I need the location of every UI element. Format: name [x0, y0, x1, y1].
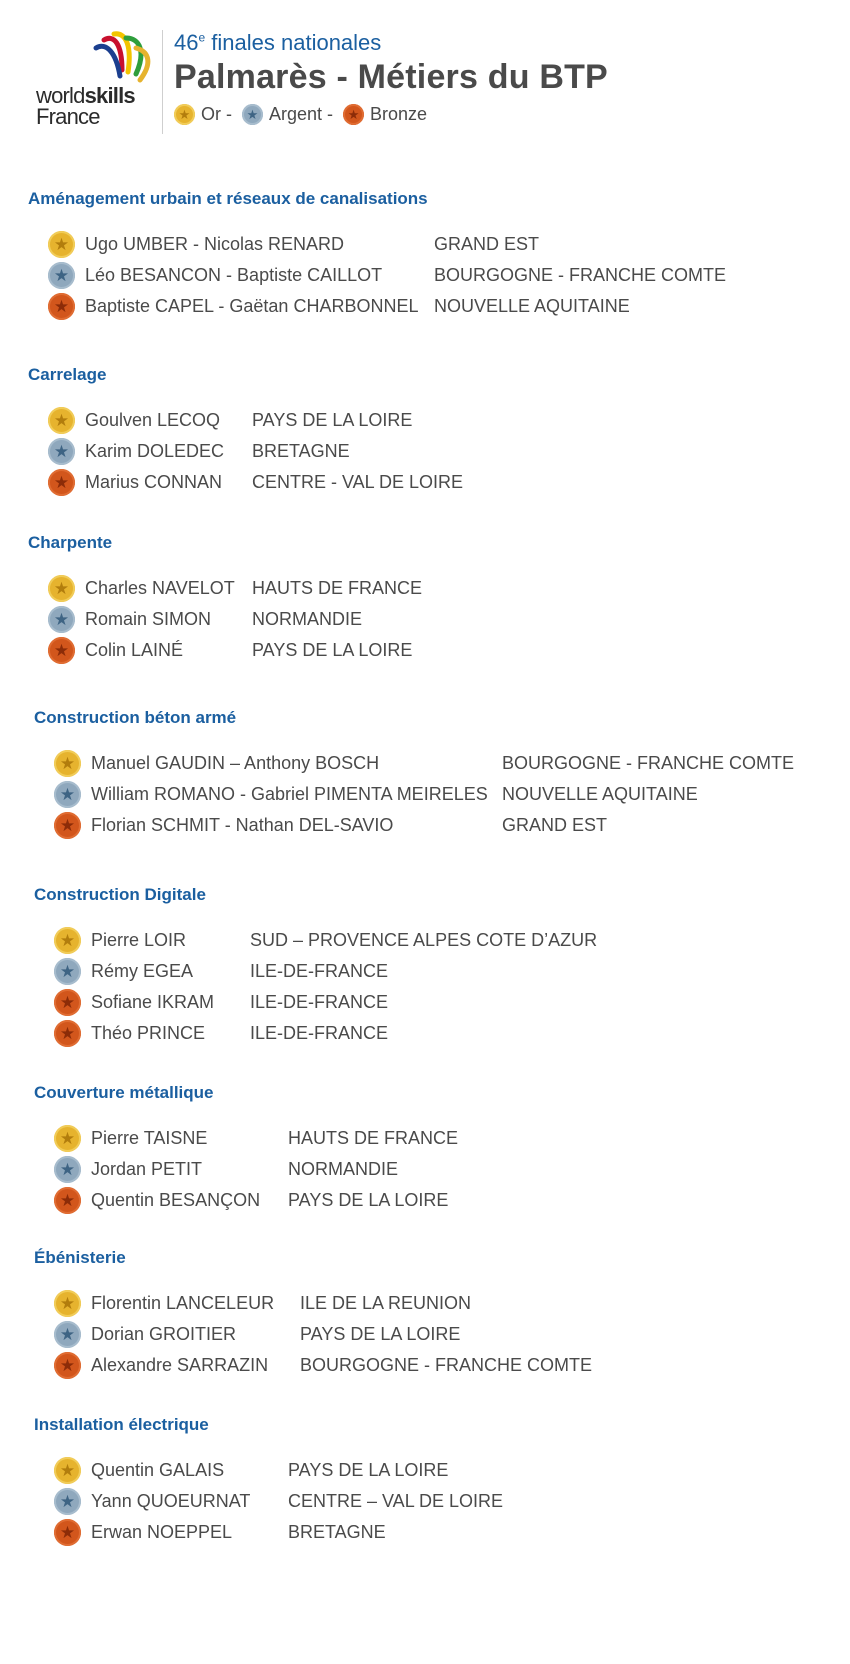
winner-region: ILE-DE-FRANCE [250, 1023, 389, 1043]
gold-medal-icon [48, 231, 75, 258]
bronze-medal-icon [54, 1519, 81, 1546]
gold-medal-icon [174, 104, 195, 125]
gold-medal-icon [54, 1457, 81, 1484]
bronze-medal-icon [343, 104, 364, 125]
winner-name: Karim DOLEDEC [85, 441, 225, 461]
winner-row [28, 228, 540, 259]
winner-region: GRAND EST [434, 234, 540, 254]
section-title: Aménagement urbain et réseaux de canalisations [28, 189, 428, 208]
winners-list [28, 572, 423, 665]
winner-row [34, 747, 795, 778]
section-title: Carrelage [28, 365, 107, 384]
star-icon: ★ [347, 107, 360, 122]
silver-medal-icon [54, 1321, 81, 1348]
winner-name: Théo PRINCE [91, 1023, 206, 1043]
star-icon: ★ [59, 1325, 76, 1344]
winner-name: Marius CONNAN [85, 472, 223, 492]
winner-row [34, 924, 598, 955]
silver-medal-icon [48, 606, 75, 633]
bronze-medal-icon [48, 293, 75, 320]
winner-row [28, 404, 413, 435]
winner-row [34, 1485, 504, 1516]
legend-label-silver: Argent - [269, 104, 334, 124]
logo-world-text: world [36, 83, 85, 108]
star-icon: ★ [53, 442, 70, 461]
gold-medal-icon [48, 575, 75, 602]
section-title: Construction béton armé [34, 708, 237, 727]
trade-section [34, 706, 795, 840]
silver-medal-icon [54, 1156, 81, 1183]
star-icon: ★ [59, 816, 76, 835]
winner-name: Pierre TAISNE [91, 1128, 208, 1148]
winner-name: Charles NAVELOT [85, 578, 235, 598]
edition-number: 46 [174, 30, 199, 55]
winner-name: Erwan NOEPPEL [91, 1522, 233, 1542]
star-icon: ★ [59, 1461, 76, 1480]
trade-section [34, 883, 598, 1048]
winners-list [34, 1454, 504, 1547]
bronze-medal-icon [54, 812, 81, 839]
star-icon: ★ [59, 1129, 76, 1148]
winner-name: Florentin LANCELEUR [91, 1293, 275, 1313]
star-icon: ★ [53, 235, 70, 254]
silver-medal-icon [48, 438, 75, 465]
winner-name: Quentin BESANÇON [91, 1190, 261, 1210]
winner-name: Manuel GAUDIN – Anthony BOSCH [91, 753, 380, 773]
winner-row [34, 1017, 389, 1048]
winner-name: Colin LAINÉ [85, 640, 184, 660]
winner-name: Léo BESANCON - Baptiste CAILLOT [85, 265, 383, 285]
winner-name: Ugo UMBER - Nicolas RENARD [85, 234, 345, 254]
winner-name: William ROMANO - Gabriel PIMENTA MEIRELES [91, 784, 488, 804]
winner-name: Jordan PETIT [91, 1159, 203, 1179]
star-icon: ★ [59, 1294, 76, 1313]
winner-name: Baptiste CAPEL - Gaëtan CHARBONNEL [85, 296, 419, 316]
winner-row [28, 603, 363, 634]
section-title: Installation électrique [34, 1415, 209, 1434]
winner-region: PAYS DE LA LOIRE [288, 1190, 449, 1210]
silver-medal-icon [48, 262, 75, 289]
star-icon: ★ [246, 107, 259, 122]
winner-row [34, 1516, 386, 1547]
winner-row [28, 290, 630, 321]
logo-country: France [36, 104, 100, 129]
winner-row [34, 809, 608, 840]
star-icon: ★ [53, 473, 70, 492]
bronze-medal-icon [48, 469, 75, 496]
gold-medal-icon [54, 927, 81, 954]
star-icon: ★ [59, 993, 76, 1012]
logo-skills-text: skills [84, 83, 135, 108]
winner-row [34, 778, 698, 809]
bronze-medal-icon [54, 989, 81, 1016]
star-icon: ★ [59, 754, 76, 773]
winner-region: HAUTS DE FRANCE [288, 1128, 459, 1148]
header-divider [162, 30, 163, 134]
winner-row [34, 986, 389, 1017]
winner-region: NOUVELLE AQUITAINE [434, 296, 630, 316]
winner-row [34, 1153, 399, 1184]
winner-row [28, 435, 350, 466]
section-title: Construction Digitale [34, 885, 206, 904]
trade-section [28, 363, 464, 497]
trade-section [28, 531, 423, 665]
gold-medal-icon [54, 1290, 81, 1317]
winners-list [28, 228, 727, 321]
winner-name: Florian SCHMIT - Nathan DEL-SAVIO [91, 815, 394, 835]
winner-region: BOURGOGNE - FRANCHE COMTE [300, 1355, 593, 1375]
star-icon: ★ [53, 641, 70, 660]
winner-name: Pierre LOIR [91, 930, 187, 950]
winner-region: PAYS DE LA LOIRE [252, 410, 413, 430]
winner-region: GRAND EST [502, 815, 608, 835]
winner-row [34, 1454, 449, 1485]
winners-list [34, 1287, 593, 1380]
winner-name: Rémy EGEA [91, 961, 194, 981]
winner-row [34, 955, 389, 986]
star-icon: ★ [59, 1191, 76, 1210]
star-icon: ★ [59, 785, 76, 804]
winner-region: NORMANDIE [252, 609, 363, 629]
edition-superscript: e [198, 30, 206, 45]
winner-region: BOURGOGNE - FRANCHE COMTE [434, 265, 727, 285]
winner-region: NOUVELLE AQUITAINE [502, 784, 698, 804]
bronze-medal-icon [54, 1020, 81, 1047]
section-title: Charpente [28, 533, 113, 552]
trade-section [34, 1413, 504, 1547]
winner-name: Quentin GALAIS [91, 1460, 225, 1480]
edition-subtitle [174, 30, 381, 56]
winner-region: ILE-DE-FRANCE [250, 961, 389, 981]
gold-medal-icon [48, 407, 75, 434]
star-icon: ★ [53, 579, 70, 598]
section-title: Ébénisterie [34, 1248, 126, 1267]
winners-list [34, 924, 598, 1048]
winner-name: Romain SIMON [85, 609, 212, 629]
trade-section [34, 1246, 593, 1380]
winner-name: Sofiane IKRAM [91, 992, 215, 1012]
page-header [0, 0, 850, 150]
trade-section [28, 187, 727, 321]
winner-region: PAYS DE LA LOIRE [288, 1460, 449, 1480]
winner-region: BOURGOGNE - FRANCHE COMTE [502, 753, 795, 773]
winner-region: ILE DE LA REUNION [300, 1293, 472, 1313]
winner-row [34, 1349, 593, 1380]
winner-name: Alexandre SARRAZIN [91, 1355, 269, 1375]
winner-name: Yann QUOEURNAT [91, 1491, 251, 1511]
winners-list [34, 1122, 459, 1215]
winner-row [28, 572, 423, 603]
star-icon: ★ [59, 1356, 76, 1375]
bronze-medal-icon [54, 1352, 81, 1379]
winner-row [34, 1287, 472, 1318]
star-icon: ★ [53, 266, 70, 285]
star-icon: ★ [59, 1492, 76, 1511]
winner-region: PAYS DE LA LOIRE [300, 1324, 461, 1344]
silver-medal-icon [54, 958, 81, 985]
winner-row [34, 1122, 459, 1153]
star-icon: ★ [59, 1160, 76, 1179]
winners-list [28, 404, 464, 497]
winner-row [28, 466, 464, 497]
silver-medal-icon [242, 104, 263, 125]
winner-region: BRETAGNE [288, 1522, 386, 1542]
gold-medal-icon [54, 1125, 81, 1152]
star-icon: ★ [59, 962, 76, 981]
star-icon: ★ [53, 610, 70, 629]
legend-label-gold: Or - [201, 104, 232, 124]
winner-name: Goulven LECOQ [85, 410, 221, 430]
silver-medal-icon [54, 781, 81, 808]
winner-region: BRETAGNE [252, 441, 350, 461]
star-icon: ★ [53, 297, 70, 316]
winner-region: ILE-DE-FRANCE [250, 992, 389, 1012]
legend-label-bronze: Bronze [370, 104, 428, 124]
winner-row [34, 1318, 461, 1349]
trade-section [34, 1081, 459, 1215]
winner-region: NORMANDIE [288, 1159, 399, 1179]
winner-region: PAYS DE LA LOIRE [252, 640, 413, 660]
winner-region: CENTRE - VAL DE LOIRE [252, 472, 464, 492]
bronze-medal-icon [48, 637, 75, 664]
edition-text: finales nationales [205, 30, 382, 55]
logo-arcs-icon [92, 30, 154, 90]
section-title: Couverture métallique [34, 1083, 214, 1102]
page-title: Palmarès - Métiers du BTP [174, 58, 608, 96]
winner-row [28, 259, 727, 290]
winner-region: SUD – PROVENCE ALPES COTE D’AZUR [250, 930, 598, 950]
silver-medal-icon [54, 1488, 81, 1515]
gold-medal-icon [54, 750, 81, 777]
winner-name: Dorian GROITIER [91, 1324, 237, 1344]
bronze-medal-icon [54, 1187, 81, 1214]
winner-region: CENTRE – VAL DE LOIRE [288, 1491, 504, 1511]
medal-legend [174, 104, 437, 125]
winner-row [28, 634, 413, 665]
star-icon: ★ [59, 931, 76, 950]
winners-list [34, 747, 795, 840]
worldskills-logo [36, 30, 156, 130]
star-icon: ★ [53, 411, 70, 430]
star-icon: ★ [178, 107, 191, 122]
star-icon: ★ [59, 1024, 76, 1043]
winner-region: HAUTS DE FRANCE [252, 578, 423, 598]
winner-row [34, 1184, 449, 1215]
star-icon: ★ [59, 1523, 76, 1542]
